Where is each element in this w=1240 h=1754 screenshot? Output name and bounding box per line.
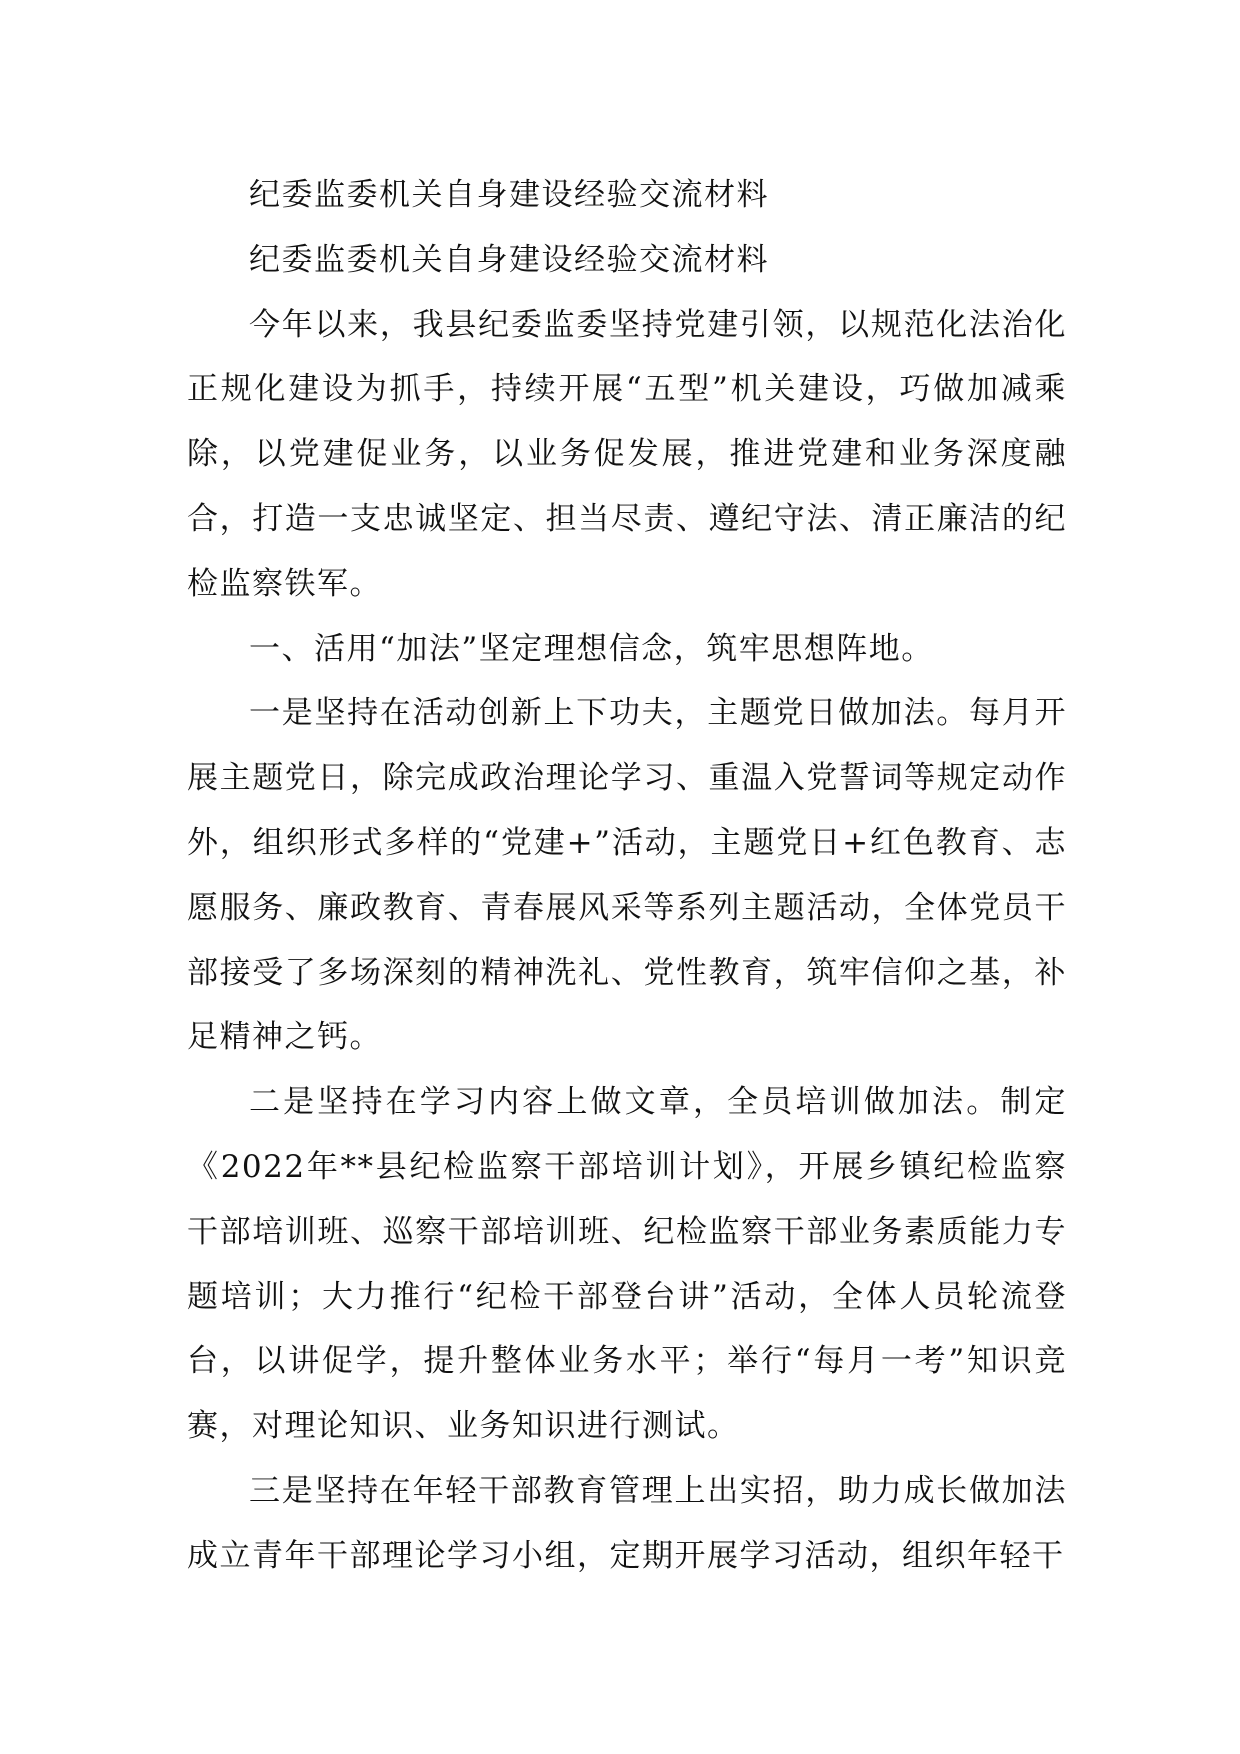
document-body	[187, 163, 1067, 1589]
paragraph-point-2: 二是坚持在学习内容上做文章，全员培训做加法。制定《2022年**县纪检监察干部培训计划》，开展乡镇纪检监察干部培训班、巡察干部培训班、纪检监察干部业务素质能力专题培训；大力推行“纪检干部登台讲”活动，全体人员轮流登台，以讲促学，提升整体业务水平；举行“每月一考”知识竞赛，对理论知识、业务知识进行测试。	[187, 1084, 1067, 1445]
document-title: 纪委监委机关自身建设经验交流材料	[249, 177, 769, 213]
section-heading-1: 一、活用“加法”坚定理想信念，筑牢思想阵地。	[249, 630, 934, 667]
paragraph-intro: 今年以来，我县纪委监委坚持党建引领，以规范化法治化正规化建设为抓手，持续开展“五型”机关建设，巧做加减乘除，以党建促业务，以业务促发展，推进党建和业务深度融合，打造一支忠诚坚定、担当尽责、遵纪守法、清正廉洁的纪检监察铁军。	[187, 306, 1067, 602]
paragraph-point-3: 三是坚持在年轻干部教育管理上出实招，助力成长做加法成立青年干部理论学习小组，定期开展学习活动，组织年轻干	[187, 1472, 1067, 1574]
paragraph-point-1: 一是坚持在活动创新上下功夫，主题党日做加法。每月开展主题党日，除完成政治理论学习、重温入党誓词等规定动作外，组织形式多样的“党建+”活动，主题党日+红色教育、志愿服务、廉政教育、青春展风采等系列主题活动，全体党员干部接受了多场深刻的精神洗礼、党性教育，筑牢信仰之基，补足精神之钙。	[187, 695, 1067, 1056]
document-subtitle: 纪委监委机关自身建设经验交流材料	[249, 241, 769, 278]
